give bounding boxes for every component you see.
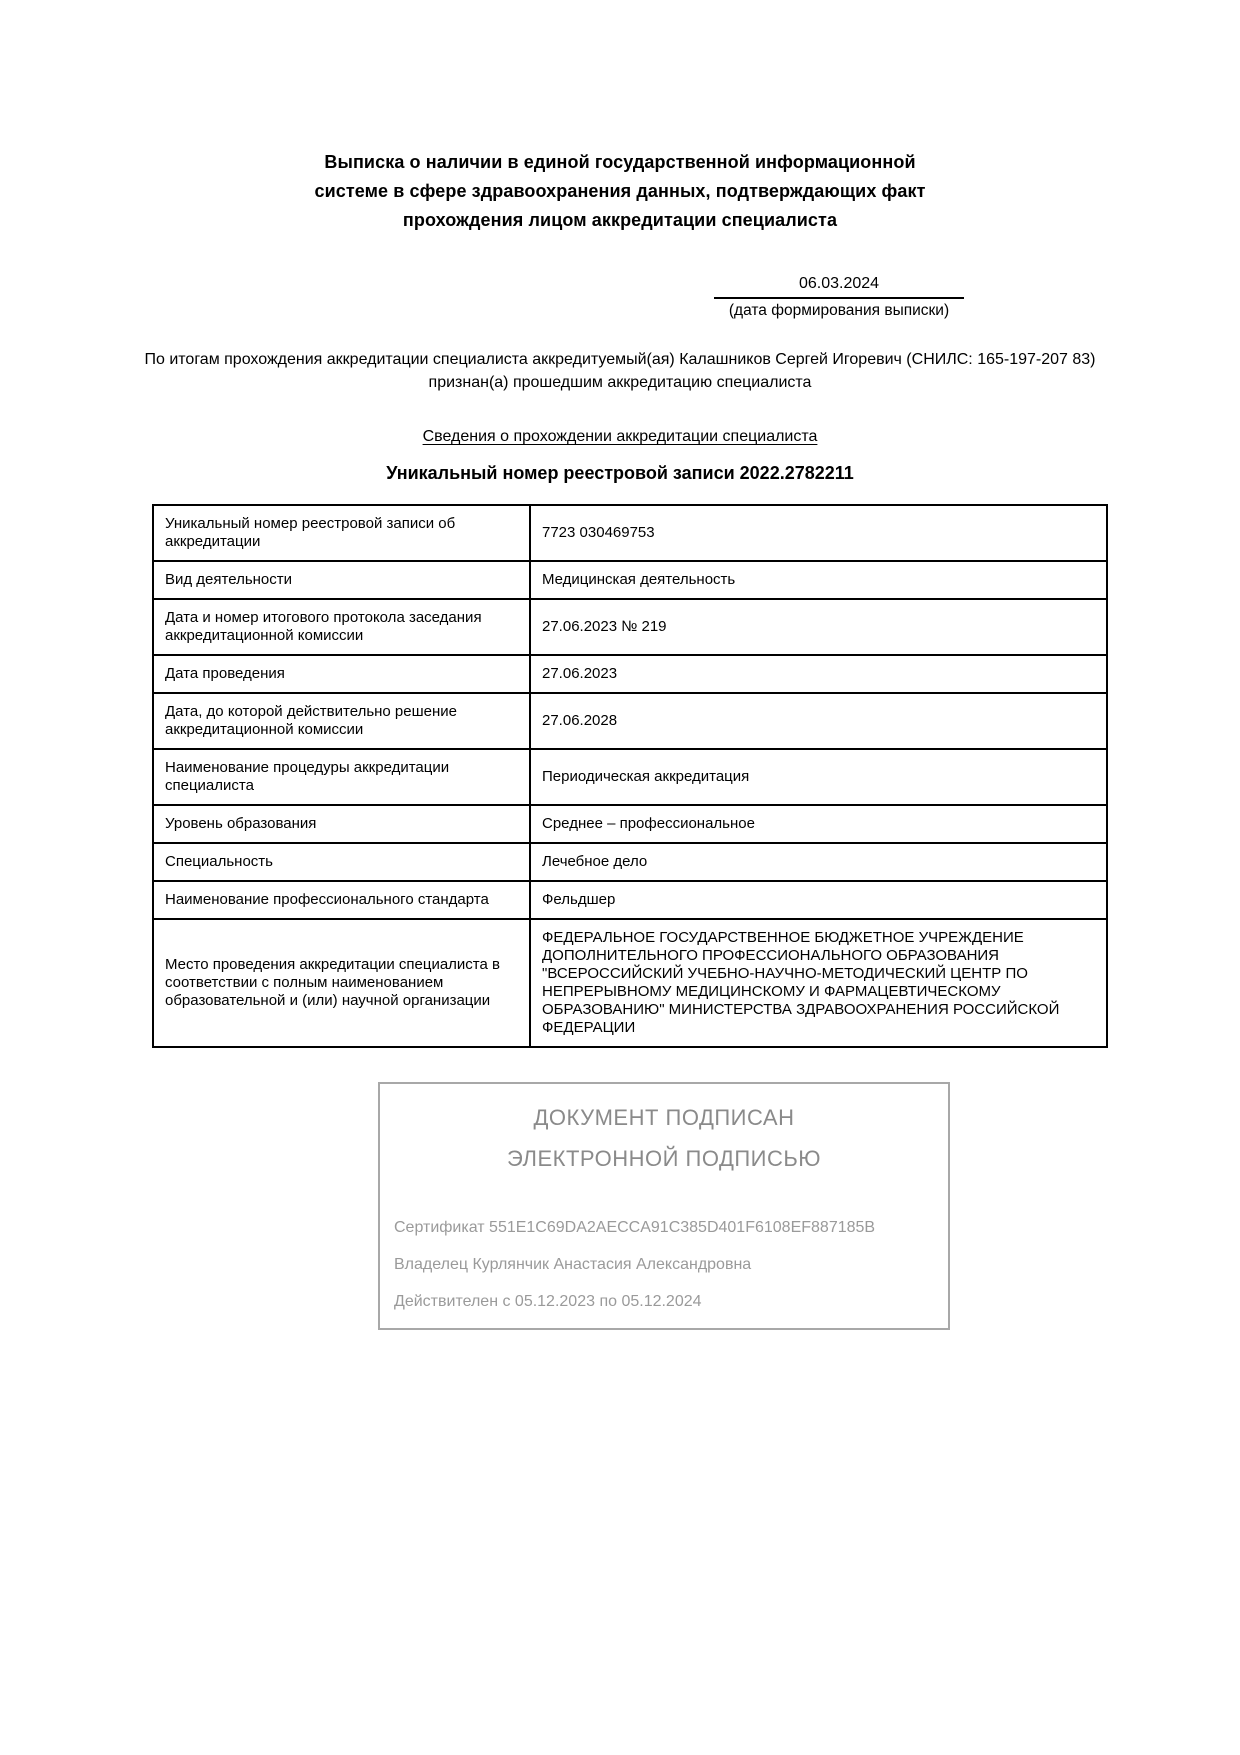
row-value: Лечебное дело: [530, 843, 1107, 881]
signature-title-line1: ДОКУМЕНТ ПОДПИСАН: [533, 1105, 795, 1130]
row-value: 27.06.2023: [530, 655, 1107, 693]
row-value: Медицинская деятельность: [530, 561, 1107, 599]
row-value: 27.06.2028: [530, 693, 1107, 749]
table-row: [153, 599, 1107, 655]
table-row: [153, 843, 1107, 881]
row-label: Уровень образования: [153, 805, 530, 843]
table-row: [153, 561, 1107, 599]
date-block: [714, 275, 964, 320]
row-label: Дата, до которой действительно решение аккредитационной комиссии: [153, 693, 530, 749]
registry-record-heading: Уникальный номер реестровой записи 2022.2782211: [386, 463, 854, 483]
row-value: Фельдшер: [530, 881, 1107, 919]
row-label: Вид деятельности: [153, 561, 530, 599]
signature-title-line2: ЭЛЕКТРОННОЙ ПОДПИСЬЮ: [506, 1146, 822, 1171]
row-value: Среднее – профессиональное: [530, 805, 1107, 843]
table-row: [153, 655, 1107, 693]
formation-date-caption: (дата формирования выписки): [728, 302, 950, 319]
signature-owner: Владелец Курлянчик Анастасия Александровна: [394, 1256, 752, 1273]
row-label: Дата и номер итогового протокола заседания аккредитационной комиссии: [153, 599, 530, 655]
table-row: [153, 749, 1107, 805]
row-label: Наименование профессионального стандарта: [153, 881, 530, 919]
formation-date: 06.03.2024: [714, 275, 964, 299]
row-label: Специальность: [153, 843, 530, 881]
signature-certificate: Сертификат 551E1C69DA2AECCA91C385D401F6108EF887185B: [394, 1219, 876, 1236]
row-label: Уникальный номер реестровой записи об аккредитации: [153, 505, 530, 561]
signature-validity: Действителен с 05.12.2023 по 05.12.2024: [394, 1293, 702, 1310]
table-row: [153, 881, 1107, 919]
row-label: Дата проведения: [153, 655, 530, 693]
electronic-signature-stamp: [378, 1082, 950, 1330]
accreditation-details-table: [152, 504, 1108, 1048]
table-row: [153, 693, 1107, 749]
row-value: 27.06.2023 № 219: [530, 599, 1107, 655]
row-label: Место проведения аккредитации специалиста в соответствии с полным наименованием образовательной и (или) научной организации: [153, 919, 530, 1047]
row-value: 7723 030469753: [530, 505, 1107, 561]
section-heading: Сведения о прохождении аккредитации специалиста: [422, 428, 818, 445]
row-value: ФЕДЕРАЛЬНОЕ ГОСУДАРСТВЕННОЕ БЮДЖЕТНОЕ УЧРЕЖДЕНИЕ ДОПОЛНИТЕЛЬНОГО ПРОФЕССИОНАЛЬНОГО ОБРАЗОВАНИЯ "ВСЕРОССИЙСКИЙ УЧЕБНО-НАУЧНО-МЕТОДИЧЕСКИЙ ЦЕНТР ПО НЕПРЕРЫВНОМУ МЕДИЦИНСКОМУ И ФАРМАЦЕВТИЧЕСКОМУ ОБРАЗОВАНИЮ" МИНИСТЕРСТВА ЗДРАВООХРАНЕНИЯ РОССИЙСКОЙ ФЕДЕРАЦИИ: [530, 919, 1107, 1047]
table-row: [153, 919, 1107, 1047]
row-label: Наименование процедуры аккредитации специалиста: [153, 749, 530, 805]
document-title: Выписка о наличии в единой государственной информационной системе в сфере здравоохранения данных, подтверждающих факт прохождения лицом аккредитации специалиста: [314, 152, 926, 230]
table-row: [153, 505, 1107, 561]
row-value: Периодическая аккредитация: [530, 749, 1107, 805]
intro-paragraph: По итогам прохождения аккредитации специалиста аккредитуемый(ая) Калашников Сергей Игоревич (СНИЛС: 165-197-207 83) признан(а) прошедшим аккредитацию специалиста: [144, 351, 1096, 391]
table-row: [153, 805, 1107, 843]
